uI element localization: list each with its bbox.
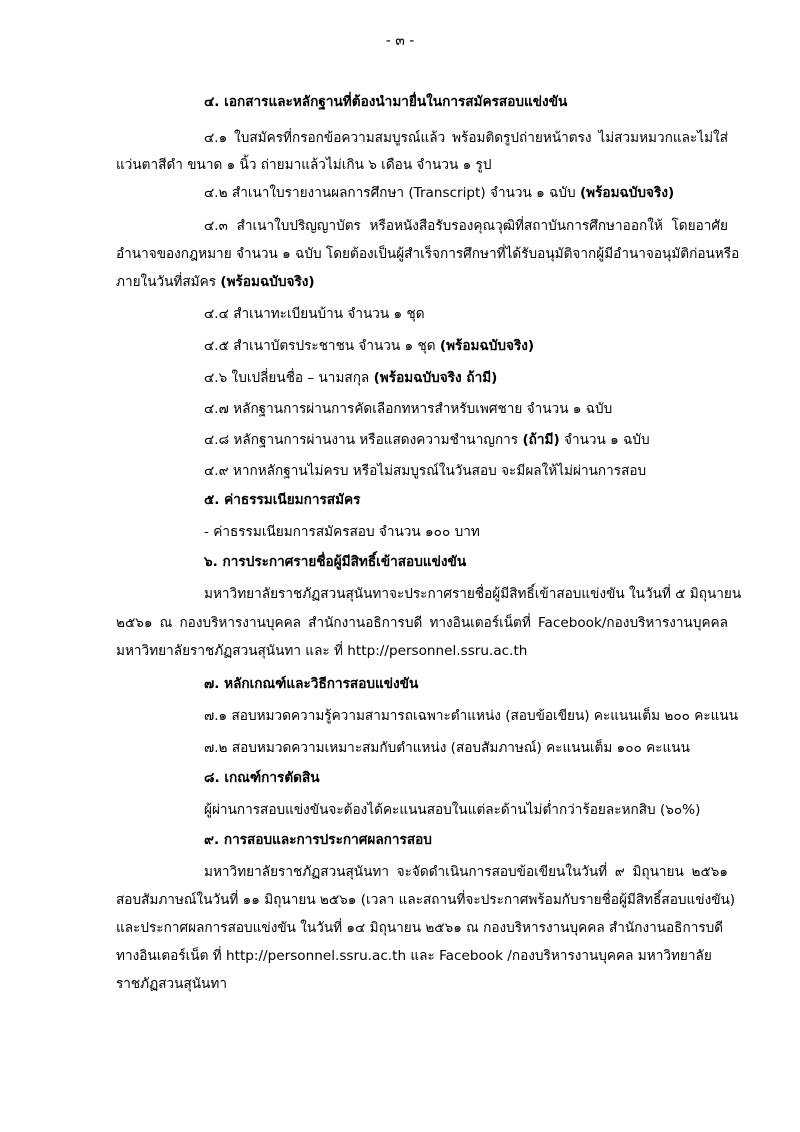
page-number: - ๓ -: [385, 33, 415, 49]
item-4-3-line-3-text: ภายในวันที่สมัคร: [116, 274, 221, 290]
section-6-heading: ๖. การประกาศรายชื่อผู้มีสิทธิ์เข้าสอบแข่งขัน: [204, 554, 467, 570]
item-4-1-line-1: ๔.๑ ใบสมัครที่กรอกข้อความสมบูรณ์แล้ว พร้อมติดรูปถ่ายหน้าตรง ไม่สวมหมวกและไม่ใส่: [204, 130, 728, 146]
item-4-2: [204, 183, 674, 203]
item-4-6-text: ๔.๖ ใบเปลี่ยนชื่อ – นามสกุล: [204, 370, 374, 386]
item-7-1: ๗.๑ สอบหมวดความรู้ความสามารถเฉพาะตำแหน่ง (สอบข้อเขียน) คะแนนเต็ม ๒๐๐ คะแนน: [204, 708, 738, 724]
section-6-line-2: ๒๕๖๑ ณ กองบริหารงานบุคคล สำนักงานอธิการบดี ทางอินเตอร์เน็ตที่ Facebook/กองบริหารงานบุคคล: [116, 615, 728, 631]
section-9-line-5: ราชภัฏสวนสุนันทา: [116, 976, 227, 992]
section-4-heading: ๔. เอกสารและหลักฐานที่ต้องนำมายื่นในการสมัครสอบแข่งขัน: [204, 94, 568, 110]
item-4-3-line-3: [116, 272, 315, 292]
item-4-6: [204, 368, 497, 388]
item-4-9: ๔.๙ หากหลักฐานไม่ครบ หรือไม่สมบูรณ์ในวันสอบ จะมีผลให้ไม่ผ่านการสอบ: [204, 463, 647, 479]
item-4-3-original-note: (พร้อมฉบับจริง): [220, 274, 315, 290]
item-7-2: ๗.๒ สอบหมวดความเหมาะสมกับตำแหน่ง (สอบสัมภาษณ์) คะแนนเต็ม ๑๐๐ คะแนน: [204, 740, 690, 756]
section-9-line-4: ทางอินเตอร์เน็ต ที่ http://personnel.ssru.ac.th และ Facebook /กองบริหารงานบุคคล มหาวิทยาลัย: [116, 948, 712, 964]
section-5-fee: - ค่าธรรมเนียมการสมัครสอบ จำนวน ๑๐๐ บาท: [204, 524, 480, 540]
item-4-6-original-note: (พร้อมฉบับจริง ถ้ามี): [373, 370, 498, 386]
section-9-line-1: มหาวิทยาลัยราชภัฏสวนสุนันทา จะจัดดำเนินการสอบข้อเขียนในวันที่ ๙ มิถุนายน ๒๕๖๑: [204, 864, 728, 880]
section-5-heading: ๕. ค่าธรรมเนียมการสมัคร: [204, 492, 361, 508]
section-6-line-1: มหาวิทยาลัยราชภัฏสวนสุนันทาจะประกาศรายชื่อผู้มีสิทธิ์เข้าสอบแข่งขัน ในวันที่ ๕ มิถุนายน: [204, 586, 742, 602]
item-4-7: ๔.๗ หลักฐานการผ่านการคัดเลือกทหารสำหรับเพศชาย จำนวน ๑ ฉบับ: [204, 401, 613, 417]
section-9-line-2: สอบสัมภาษณ์ในวันที่ ๑๑ มิถุนายน ๒๕๖๑ (เวลา และสถานที่จะประกาศพร้อมกับรายชื่อผู้มีสิทธิ์สอบแข่งขัน): [116, 892, 736, 908]
section-7-heading: ๗. หลักเกณฑ์และวิธีการสอบแข่งขัน: [204, 676, 419, 692]
item-4-3-line-2: อำนาจของกฎหมาย จำนวน ๑ ฉบับ โดยต้องเป็นผู้สำเร็จการศึกษาที่ได้รับอนุมัติจากผู้มีอำนาจอนุมัติก่อนหรือ: [116, 246, 740, 262]
item-4-8-text-a: ๔.๘ หลักฐานการผ่านงาน หรือแสดงความชำนาญการ: [204, 432, 523, 448]
item-4-2-original-note: (พร้อมฉบับจริง): [579, 185, 675, 201]
item-4-5-text: ๔.๕ สำเนาบัตรประชาชน จำนวน ๑ ชุด: [204, 338, 440, 354]
item-4-8: [204, 430, 650, 450]
item-4-1-line-2: แว่นตาสีดำ ขนาด ๑ นิ้ว ถ่ายมาแล้วไม่เกิน ๖ เดือน จำนวน ๑ รูป: [116, 157, 492, 173]
section-9-heading: ๙. การสอบและการประกาศผลการสอบ: [204, 832, 432, 848]
item-4-4: ๔.๔ สำเนาทะเบียนบ้าน จำนวน ๑ ชุด: [204, 306, 425, 322]
section-8-criteria: ผู้ผ่านการสอบแข่งขันจะต้องได้คะแนนสอบในแต่ละด้านไม่ต่ำกว่าร้อยละหกสิบ (๖๐%): [204, 802, 701, 818]
item-4-8-if-any: (ถ้ามี): [522, 432, 560, 448]
item-4-5: [204, 336, 534, 356]
section-9-line-3: และประกาศผลการสอบแข่งขัน ในวันที่ ๑๔ มิถุนายน ๒๕๖๑ ณ กองบริหารงานบุคคล สำนักงานอธิการบดี: [116, 920, 724, 936]
section-8-heading: ๘. เกณฑ์การตัดสิน: [204, 770, 320, 786]
section-6-line-3: มหาวิทยาลัยราชภัฏสวนสุนันทา และ ที่ http://personnel.ssru.ac.th: [116, 643, 528, 659]
item-4-5-original-note: (พร้อมฉบับจริง): [439, 338, 535, 354]
item-4-2-text: ๔.๒ สำเนาใบรายงานผลการศึกษา (Transcript) จำนวน ๑ ฉบับ: [204, 185, 580, 201]
item-4-3-line-1: ๔.๓ สำเนาใบปริญญาบัตร หรือหนังสือรับรองคุณวุฒิที่สถาบันการศึกษาออกให้ โดยอาศัย: [204, 218, 728, 234]
item-4-8-text-b: จำนวน ๑ ฉบับ: [559, 432, 650, 448]
